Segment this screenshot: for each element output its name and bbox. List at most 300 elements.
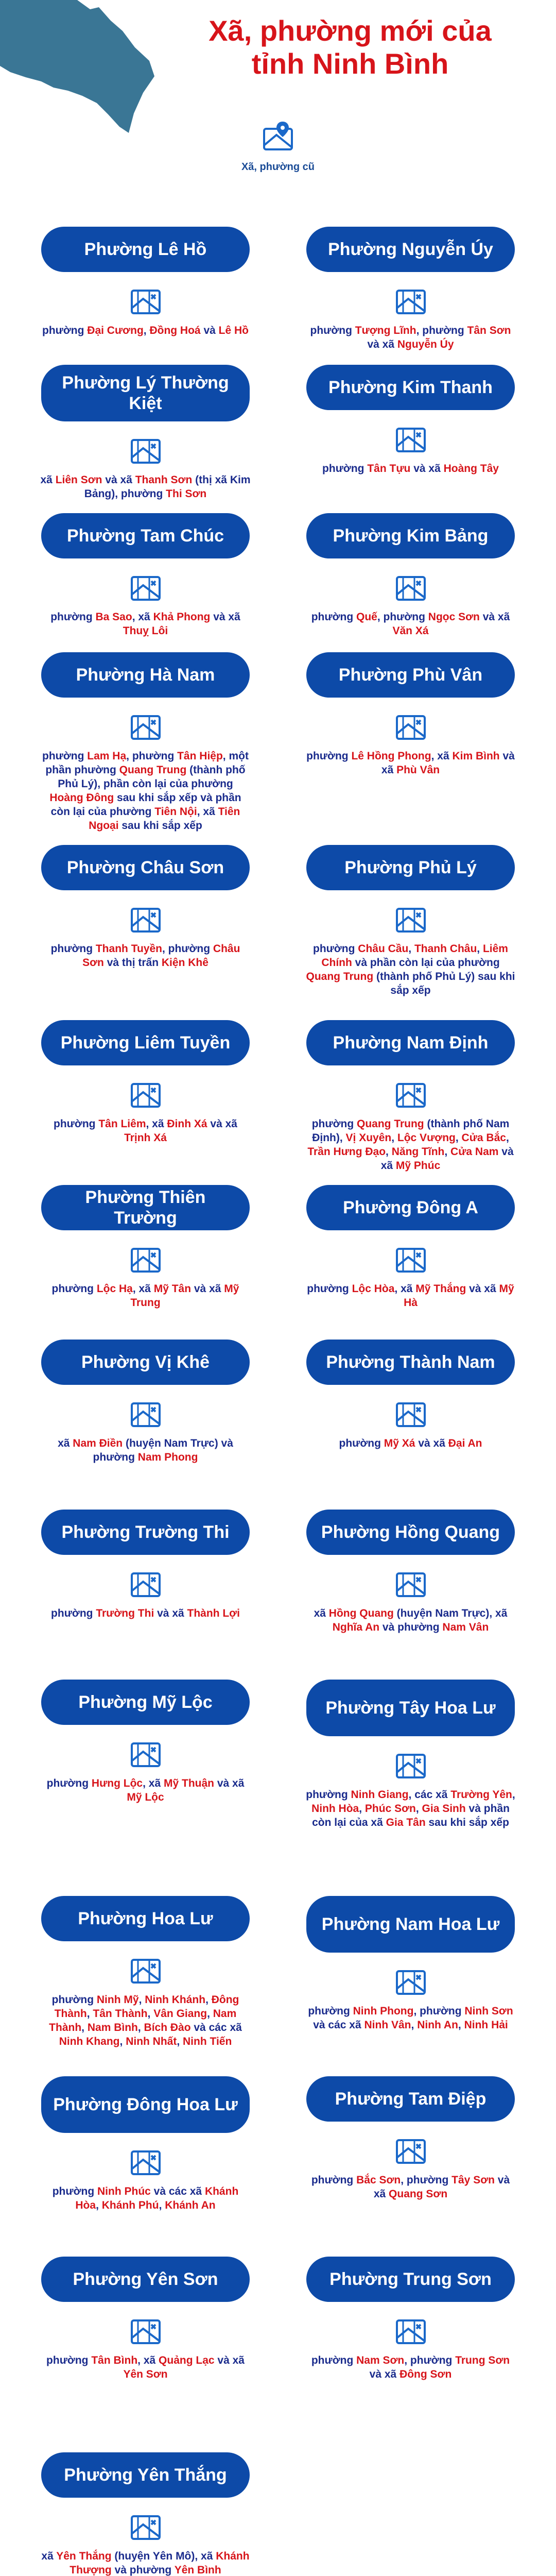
ward-former-units xyxy=(31,1776,260,1804)
connector-text: , xyxy=(207,2008,213,2020)
connector-text: và xã xyxy=(381,750,515,776)
connector-text: và phường xyxy=(111,2564,175,2576)
former-unit-name: Ninh Hải xyxy=(464,2019,508,2031)
map-icon xyxy=(296,570,525,604)
former-unit-name: Nam Sơn xyxy=(356,2354,405,2366)
ward-former-units xyxy=(31,1606,260,1620)
former-unit-name: Nam Phong xyxy=(137,1451,198,1463)
ward-name-pill: Phường Nguyễn Úy xyxy=(306,227,515,272)
former-unit-name: Tiên Ngoại xyxy=(89,806,240,832)
connector-text: phường xyxy=(46,2354,92,2366)
former-unit-name: Bắc Sơn xyxy=(356,2174,401,2186)
former-unit-name: Quang Trung xyxy=(119,764,187,776)
map-icon xyxy=(296,709,525,743)
ward-former-units xyxy=(31,2353,260,2381)
former-unit-name: Châu Cầu xyxy=(358,943,409,955)
connector-text: phường xyxy=(51,1607,96,1619)
ward-former-units xyxy=(31,473,260,501)
map-icon xyxy=(296,2133,525,2167)
connector-text: , xyxy=(386,1146,392,1158)
map-icon xyxy=(31,1736,260,1770)
connector-text: và xã xyxy=(214,2354,245,2366)
former-unit-name: Tây Sơn xyxy=(451,2174,495,2186)
map-icon xyxy=(31,1953,260,1987)
connector-text: , xyxy=(458,2019,464,2031)
connector-text: và xã xyxy=(102,474,135,486)
former-unit-name: Quang Trung xyxy=(306,971,374,982)
connector-text: và xã xyxy=(380,1146,514,1172)
connector-text: xã xyxy=(40,474,56,486)
connector-text: phường xyxy=(42,325,88,336)
map-icon xyxy=(296,2313,525,2347)
ward-former-units xyxy=(296,1117,525,1173)
connector-text: phường xyxy=(46,1777,92,1789)
map-icon xyxy=(296,1396,525,1430)
map-icon xyxy=(296,1242,525,1276)
former-unit-name: Trịnh Xá xyxy=(124,1132,167,1144)
connector-text: phường xyxy=(54,1118,99,1130)
former-unit-name: Tân Tựu xyxy=(367,463,411,474)
connector-text: , xyxy=(391,1132,397,1144)
map-icon xyxy=(296,421,525,455)
connector-text: , xyxy=(415,1803,422,1815)
ward-former-units xyxy=(31,2184,260,2212)
former-unit-name: Thành Lợi xyxy=(187,1607,240,1619)
former-unit-name: Đại Cương xyxy=(87,325,144,336)
former-unit-name: Trường Thi xyxy=(96,1607,154,1619)
connector-text: , phường xyxy=(413,2005,465,2017)
connector-text: , xyxy=(147,2008,154,2020)
ward-former-units xyxy=(31,749,260,833)
connector-text: sau khi sắp xếp xyxy=(118,820,202,832)
former-unit-name: Năng Tĩnh xyxy=(391,1146,445,1158)
map-icon xyxy=(296,1566,525,1600)
ward-card xyxy=(296,1680,525,1829)
former-unit-name: Mỹ Thắng xyxy=(415,1283,466,1295)
connector-text: sau khi sắp xếp và phần còn lại của phường xyxy=(50,792,241,818)
ward-card xyxy=(296,1020,525,1173)
connector-text: và các xã xyxy=(190,2022,242,2033)
ward-card xyxy=(31,513,260,638)
former-unit-name: Mỹ Thuận xyxy=(163,1777,214,1789)
connector-text: và phần còn lại của xã xyxy=(312,1803,510,1828)
former-unit-name: Đại An xyxy=(448,1437,482,1449)
connector-text: , phường xyxy=(416,325,467,336)
connector-text: xã xyxy=(314,1607,329,1619)
former-unit-name: Ninh Giang xyxy=(351,1789,409,1801)
connector-text: và xã xyxy=(214,1777,245,1789)
connector-text: và xã xyxy=(415,1437,448,1449)
former-unit-name: Khả Phong xyxy=(153,611,211,623)
connector-text: và xã xyxy=(373,2174,510,2200)
ward-former-units xyxy=(31,1282,260,1310)
connector-text: phường xyxy=(307,1283,352,1295)
former-unit-name: Ninh Tiến xyxy=(183,2036,232,2047)
ward-name-pill: Phường Đông A xyxy=(306,1185,515,1230)
connector-text: , xyxy=(359,1803,365,1815)
ward-name-pill: Phường Yên Sơn xyxy=(41,2257,250,2302)
former-unit-name: Ninh Phong xyxy=(353,2005,414,2017)
connector-text: , xyxy=(455,1132,462,1144)
connector-text: và xã xyxy=(479,611,510,623)
connector-text: phường xyxy=(339,1437,384,1449)
ward-former-units xyxy=(296,2004,525,2032)
connector-text: , phường xyxy=(126,750,178,762)
ward-name-pill: Phường Tam Chúc xyxy=(41,513,250,558)
connector-text: , các xã xyxy=(408,1789,451,1801)
former-unit-name: Mỹ Hà xyxy=(404,1283,514,1309)
ward-card xyxy=(31,2452,260,2576)
former-unit-name: Ba Sao xyxy=(95,611,132,623)
ward-card xyxy=(31,1680,260,1804)
connector-text: , phường xyxy=(377,611,428,623)
former-unit-name: Lê Hồ xyxy=(218,325,249,336)
former-unit-name: Ninh Mỹ xyxy=(96,1994,139,2006)
legend xyxy=(227,120,329,173)
ward-card xyxy=(31,365,260,501)
ward-name-pill: Phường Tam Điệp xyxy=(306,2076,515,2122)
map-icon xyxy=(31,2313,260,2347)
connector-text: và phường xyxy=(379,1621,443,1633)
connector-text: , xyxy=(506,1132,509,1144)
ward-former-units xyxy=(296,1606,525,1634)
connector-text: , phường xyxy=(404,2354,456,2366)
connector-text: , xyxy=(143,325,150,336)
map-icon xyxy=(31,1566,260,1600)
connector-text: và xã xyxy=(410,463,444,474)
ward-former-units xyxy=(296,2353,525,2381)
former-unit-name: Tân Hiệp xyxy=(177,750,223,762)
ward-name-pill: Phường Trung Sơn xyxy=(306,2257,515,2302)
legend-label: Xã, phường cũ xyxy=(241,161,315,173)
ward-former-units xyxy=(31,610,260,638)
former-unit-name: Phúc Sơn xyxy=(364,1803,416,1815)
connector-text: phường xyxy=(313,943,358,955)
connector-text: phường xyxy=(311,1118,357,1130)
ward-name-pill: Phường Kim Thanh xyxy=(306,365,515,410)
former-unit-name: Yên Thắng xyxy=(56,2550,112,2562)
map-icon xyxy=(31,2509,260,2543)
former-unit-name: Lộc Hạ xyxy=(96,1283,133,1295)
map-icon xyxy=(296,1748,525,1782)
ward-name-pill: Phường Hà Nam xyxy=(41,652,250,698)
map-icon xyxy=(31,433,260,467)
former-unit-name: Thanh Tuyền xyxy=(95,943,162,955)
former-unit-name: Vân Giang xyxy=(153,2008,207,2020)
connector-text: , xã xyxy=(146,1118,167,1130)
connector-text: và xã xyxy=(367,338,397,350)
connector-text: phường xyxy=(52,2185,97,2197)
ward-name-pill: Phường Hoa Lư xyxy=(41,1896,250,1941)
former-unit-name: Ngọc Sơn xyxy=(428,611,480,623)
former-unit-name: Tân Thành xyxy=(93,2008,148,2020)
ward-card xyxy=(296,1510,525,1634)
connector-text: , xyxy=(137,2022,144,2033)
connector-text: , xã xyxy=(132,1283,154,1295)
ward-name-pill: Phường Phủ Lý xyxy=(306,845,515,890)
connector-text: , xyxy=(177,2036,183,2047)
ward-former-units xyxy=(296,1436,525,1450)
former-unit-name: Đông Thành xyxy=(54,1994,239,2020)
former-unit-name: Văn Xá xyxy=(392,625,429,637)
former-unit-name: Thi Sơn xyxy=(166,488,207,500)
former-unit-name: Trung Sơn xyxy=(455,2354,510,2366)
connector-text: (thị xã Kim Bảng), phường xyxy=(84,474,251,500)
ward-name-pill: Phường Lê Hồ xyxy=(41,227,250,272)
map-icon xyxy=(31,2144,260,2178)
ward-card xyxy=(296,1340,525,1450)
former-unit-name: Mỹ Trung xyxy=(130,1283,239,1309)
map-icon xyxy=(31,283,260,317)
former-unit-name: Ninh An xyxy=(417,2019,458,2031)
ward-name-pill: Phường Hồng Quang xyxy=(306,1510,515,1555)
ward-card xyxy=(296,652,525,777)
former-unit-name: Khánh Phú xyxy=(101,2199,159,2211)
connector-text: phường xyxy=(306,1789,351,1801)
ward-name-pill: Phường Kim Bảng xyxy=(306,513,515,558)
former-unit-name: Hưng Lộc xyxy=(91,1777,143,1789)
connector-text: xã xyxy=(41,2550,57,2562)
ward-name-pill: Phường Yên Thắng xyxy=(41,2452,250,2498)
map-icon xyxy=(296,902,525,936)
ward-name-pill: Phường Tây Hoa Lư xyxy=(306,1680,515,1736)
connector-text: phường xyxy=(311,2174,357,2186)
ward-name-pill: Phường Thiên Trường xyxy=(41,1185,250,1230)
ward-former-units xyxy=(296,749,525,777)
connector-text: xã xyxy=(58,1437,73,1449)
ward-former-units xyxy=(296,610,525,638)
former-unit-name: Trần Hưng Đạo xyxy=(307,1146,386,1158)
former-unit-name: Ninh Hòa xyxy=(311,1803,359,1815)
connector-text: , xã xyxy=(132,611,153,623)
connector-text: , xyxy=(411,2019,418,2031)
connector-text: , xyxy=(159,2199,165,2211)
former-unit-name: Gia Sinh xyxy=(422,1803,466,1815)
ward-name-pill: Phường Châu Sơn xyxy=(41,845,250,890)
ward-former-units xyxy=(296,942,525,997)
ward-former-units xyxy=(296,2173,525,2201)
former-unit-name: Hoàng Tây xyxy=(443,463,499,474)
connector-text: và phần còn lại của phường xyxy=(352,957,500,969)
map-icon xyxy=(296,1077,525,1111)
former-unit-name: Quế xyxy=(356,611,377,623)
former-unit-name: Lam Hạ xyxy=(87,750,127,762)
former-unit-name: Kim Bình xyxy=(452,750,500,762)
former-unit-name: Nam Thành xyxy=(49,2008,237,2033)
former-unit-name: Bích Đào xyxy=(144,2022,191,2033)
former-unit-name: Liên Sơn xyxy=(55,474,102,486)
former-unit-name: Ninh Nhất xyxy=(126,2036,177,2047)
ward-name-pill: Phường Nam Định xyxy=(306,1020,515,1065)
connector-text: , xã xyxy=(197,806,218,818)
former-unit-name: Cửa Bắc xyxy=(461,1132,506,1144)
ward-name-pill: Phường Đông Hoa Lư xyxy=(41,2076,250,2133)
ward-card xyxy=(31,845,260,970)
connector-text: (thành phố Phủ Lý), phần còn lại của phường xyxy=(58,764,246,790)
connector-text: và xyxy=(200,325,219,336)
connector-text: , một phần phường xyxy=(45,750,249,776)
title-line-1: Xã, phường mới của xyxy=(208,14,492,47)
former-unit-name: Nam Điền xyxy=(73,1437,123,1449)
connector-text: , xyxy=(512,1789,515,1801)
ward-former-units xyxy=(296,1282,525,1310)
former-unit-name: Hoàng Đông xyxy=(49,792,114,804)
former-unit-name: Cửa Nam xyxy=(450,1146,499,1158)
connector-text: (huyện Nam Trực) và phường xyxy=(93,1437,233,1463)
former-unit-name: Gia Tân xyxy=(386,1817,426,1828)
ward-card xyxy=(296,365,525,476)
former-unit-name: Vị Xuyên xyxy=(345,1132,392,1144)
former-unit-name: Tiên Nội xyxy=(154,806,197,818)
former-unit-name: Ninh Khang xyxy=(59,2036,120,2047)
former-unit-name: Nguyễn Úy xyxy=(397,338,454,350)
ward-name-pill: Phường Vị Khê xyxy=(41,1340,250,1385)
ward-name-pill: Phường Trường Thi xyxy=(41,1510,250,1555)
connector-text: , xyxy=(81,2022,88,2033)
former-unit-name: Lê Hồng Phong xyxy=(351,750,431,762)
former-unit-name: Nam Vân xyxy=(442,1621,489,1633)
connector-text: (huyện Yên Mô), xã xyxy=(111,2550,216,2562)
connector-text: , phường xyxy=(401,2174,452,2186)
connector-text: phường xyxy=(308,2005,353,2017)
former-unit-name: Yên Sơn xyxy=(123,2368,168,2380)
ward-former-units xyxy=(296,462,525,476)
connector-text: (thành phố Nam Định), xyxy=(312,1118,510,1144)
former-unit-name: Châu Sơn xyxy=(82,943,240,969)
former-unit-name: Tân Bình xyxy=(91,2354,138,2366)
connector-text: và các xã xyxy=(313,2019,364,2031)
ward-card xyxy=(31,652,260,833)
former-unit-name: Khánh Hòa xyxy=(75,2185,239,2211)
ward-card xyxy=(296,1185,525,1310)
connector-text: phường xyxy=(310,325,355,336)
ward-card xyxy=(31,1185,260,1310)
ward-card xyxy=(296,227,525,351)
ward-card xyxy=(31,227,260,337)
province-map-shape xyxy=(0,0,165,155)
ward-name-pill: Phường Phù Vân xyxy=(306,652,515,698)
page-title xyxy=(185,14,515,80)
connector-text: phường xyxy=(51,1994,97,2006)
ward-former-units xyxy=(31,942,260,970)
ward-card xyxy=(296,2257,525,2381)
connector-text: , xã xyxy=(143,1777,164,1789)
connector-text: và xã xyxy=(466,1283,499,1295)
connector-text: và xã xyxy=(210,611,240,623)
connector-text: , xyxy=(205,1994,212,2006)
ward-card xyxy=(31,2257,260,2381)
former-unit-name: Nghĩa An xyxy=(332,1621,380,1633)
former-unit-name: Khánh Thượng xyxy=(70,2550,250,2576)
connector-text: sau khi sắp xếp xyxy=(425,1817,509,1828)
connector-text: và xã xyxy=(191,1283,224,1295)
connector-text: phường xyxy=(322,463,368,474)
connector-text: và thị trấn xyxy=(103,957,162,969)
map-icon xyxy=(31,902,260,936)
ward-name-pill: Phường Thành Nam xyxy=(306,1340,515,1385)
connector-text: , xã xyxy=(394,1283,416,1295)
map-icon xyxy=(31,570,260,604)
former-unit-name: Liêm Chính xyxy=(321,943,508,969)
former-unit-name: Đông Sơn xyxy=(399,2368,452,2380)
ward-name-pill: Phường Lý Thường Kiệt xyxy=(41,365,250,421)
former-unit-name: Hồng Quang xyxy=(328,1607,394,1619)
connector-text: (huyện Nam Trực), xã xyxy=(393,1607,508,1619)
ward-card xyxy=(31,1896,260,2048)
former-unit-name: Ninh Vân xyxy=(364,2019,411,2031)
connector-text: , xyxy=(444,1146,451,1158)
former-unit-name: Tân Liêm xyxy=(98,1118,146,1130)
ward-card xyxy=(296,2076,525,2201)
former-unit-name: Quang Sơn xyxy=(389,2188,448,2200)
connector-text: , xyxy=(408,943,414,955)
former-unit-name: Mỹ Tân xyxy=(153,1283,192,1295)
connector-text: phường xyxy=(42,750,88,762)
former-unit-name: Nam Bình xyxy=(87,2022,138,2033)
ward-card xyxy=(296,513,525,638)
former-unit-name: Thanh Châu xyxy=(414,943,477,955)
map-pin-icon xyxy=(261,120,295,154)
connector-text: , xyxy=(119,2036,126,2047)
former-unit-name: Đồng Hoá xyxy=(149,325,201,336)
connector-text: phường xyxy=(306,750,352,762)
former-unit-name: Yên Bình xyxy=(174,2564,221,2576)
map-icon xyxy=(296,283,525,317)
former-unit-name: Lộc Hòa xyxy=(352,1283,395,1295)
map-icon xyxy=(31,1396,260,1430)
ward-former-units xyxy=(31,1117,260,1145)
ward-former-units xyxy=(296,324,525,351)
ward-former-units xyxy=(31,1436,260,1464)
map-icon xyxy=(31,1077,260,1111)
ward-card xyxy=(31,1340,260,1464)
ward-card xyxy=(296,1896,525,2032)
connector-text: và xã xyxy=(207,1118,237,1130)
ward-former-units xyxy=(31,1993,260,2048)
former-unit-name: Trường Yên xyxy=(450,1789,512,1801)
ward-card xyxy=(31,1020,260,1145)
connector-text: và xã xyxy=(154,1607,187,1619)
ward-former-units xyxy=(31,324,260,337)
connector-text: , xã xyxy=(137,2354,159,2366)
map-icon xyxy=(31,1242,260,1276)
ward-name-pill: Phường Nam Hoa Lư xyxy=(306,1896,515,1953)
title-line-2: tỉnh Ninh Bình xyxy=(251,47,449,80)
former-unit-name: Mỹ Lộc xyxy=(127,1791,164,1803)
connector-text: , phường xyxy=(162,943,213,955)
connector-text: và các xã xyxy=(150,2185,205,2197)
former-unit-name: Tượng Lĩnh xyxy=(355,325,416,336)
connector-text: phường xyxy=(51,1283,97,1295)
connector-text: , xã xyxy=(431,750,453,762)
connector-text: (thành phố Phủ Lý) sau khi sắp xếp xyxy=(373,971,515,996)
ward-former-units xyxy=(296,1788,525,1829)
connector-text: phường xyxy=(311,2354,357,2366)
connector-text: , xyxy=(96,2199,102,2211)
map-icon xyxy=(31,709,260,743)
former-unit-name: Mỹ Xá xyxy=(384,1437,415,1449)
former-unit-name: Mỹ Phúc xyxy=(395,1160,441,1172)
ward-card xyxy=(31,1510,260,1620)
former-unit-name: Quang Trung xyxy=(356,1118,424,1130)
former-unit-name: Ninh Khánh xyxy=(145,1994,206,2006)
ward-name-pill: Phường Mỹ Lộc xyxy=(41,1680,250,1725)
former-unit-name: Thuỵ Lôi xyxy=(123,625,168,637)
ward-former-units xyxy=(31,2549,260,2576)
former-unit-name: Quảng Lạc xyxy=(159,2354,215,2366)
former-unit-name: Tân Sơn xyxy=(467,325,511,336)
former-unit-name: Lộc Vượng xyxy=(397,1132,456,1144)
